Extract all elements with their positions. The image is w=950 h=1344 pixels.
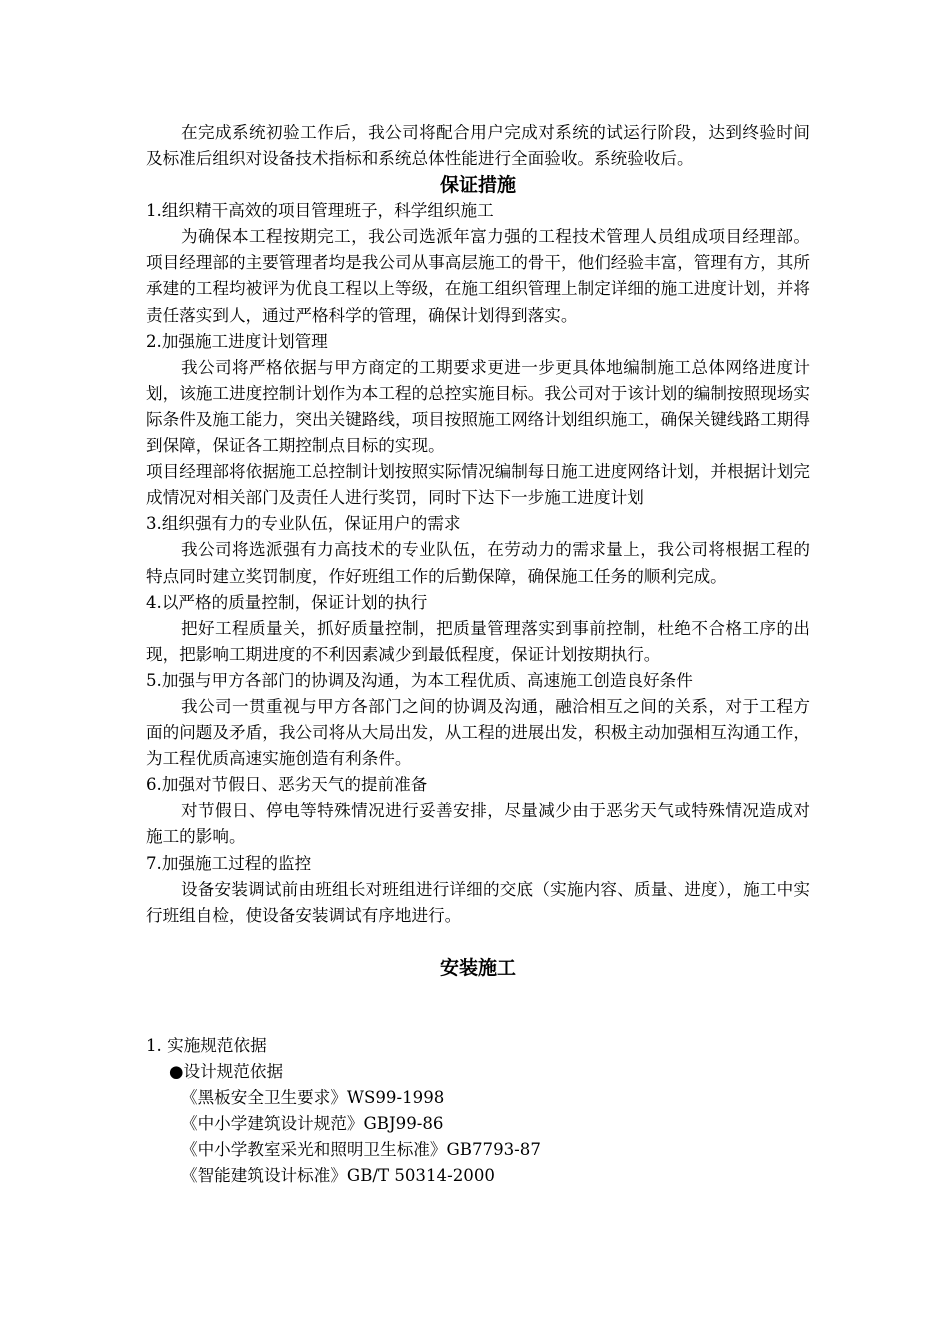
item-heading-5: 5.加强与甲方各部门的协调及沟通，为本工程优质、高速施工创造良好条件 [146,670,693,690]
item-heading-3: 3.组织强有力的专业队伍，保证用户的需求 [146,514,461,534]
item-heading-1: 1.组织精干高效的项目管理班子，科学组织施工 [146,201,494,221]
item-body-4: 把好工程质量关，抓好质量控制，把质量管理落实到事前控制，杜绝不合格工序的出现，把影响工期进度的不利因素减少到最低程度，保证计划按期执行。 [146,618,810,664]
section-title-guarantee: 保证措施 [439,174,516,197]
item-body-1: 为确保本工程按期完工，我公司选派年富力强的工程技术管理人员组成项目经理部。项目经理部的主要管理者均是我公司从事高层施工的骨干，他们经验丰富，管理有方，其所承建的工程均被评为优良工程以上等级，在施工组织管理上制定详细的施工进度计划，并将责任落实到人，通过严格科学的管理，确保计划得到落实。 [146,227,810,325]
item-body-7: 设备安装调试前由班组长对班组进行详细的交底（实施内容、质量、进度），施工中实行班组自检，使设备安装调试有序地进行。 [146,879,810,925]
bullet-design-basis: ●设计规范依据 [169,1061,284,1081]
item-body-6: 对节假日、停电等特殊情况进行妥善安排，尽量减少由于恶劣天气或特殊情况造成对施工的影响。 [146,801,810,847]
section-title-installation: 安装施工 [439,956,516,979]
document-page [146,120,810,1189]
item-heading-4: 4.以严格的质量控制，保证计划的执行 [146,592,428,612]
standard-ref: 《中小学教室采光和照明卫生标准》GB7793-87 [181,1140,541,1160]
item-body-2: 我公司将严格依据与甲方商定的工期要求更进一步更具体地编制施工总体网络进度计划，该施工进度控制计划作为本工程的总控实施目标。我公司对于该计划的编制按照现场实际条件及施工能力，突出关键路线，项目按照施工网络计划组织施工，确保关键线路工期得到保障，保证各工期控制点目标的实现。 [146,357,810,456]
item-body-5: 我公司一贯重视与甲方各部门之间的协调及沟通，融洽相互之间的关系，对于工程方面的问题及矛盾，我公司将从大局出发，从工程的进展出发，积极主动加强相互沟通工作，为工程优质高速实施创造有利条件。 [146,696,810,769]
standard-ref: 《中小学建筑设计规范》GBJ99-86 [181,1114,444,1134]
item-heading-2: 2.加强施工进度计划管理 [146,331,328,351]
standard-ref: 《智能建筑设计标准》GB/T 50314-2000 [181,1166,495,1186]
install-item-1: 1. 实施规范依据 [146,1035,267,1055]
intro-paragraph: 在完成系统初验工作后，我公司将配合用户完成对系统的试运行阶段，达到终验时间及标准后组织对设备技术指标和系统总体性能进行全面验收。系统验收后。 [146,123,810,169]
item-body-2-extra: 项目经理部将依据施工总控制计划按照实际情况编制每日施工进度网络计划，并根据计划完成情况对相关部门及责任人进行奖罚，同时下达下一步施工进度计划 [146,462,810,508]
item-body-3: 我公司将选派强有力高技术的专业队伍，在劳动力的需求量上，我公司将根据工程的特点同时建立奖罚制度，作好班组工作的后勤保障，确保施工任务的顺利完成。 [146,540,810,586]
standard-ref: 《黑板安全卫生要求》WS99-1998 [181,1088,445,1107]
item-heading-7: 7.加强施工过程的监控 [146,853,312,873]
item-heading-6: 6.加强对节假日、恶劣天气的提前准备 [146,775,428,795]
